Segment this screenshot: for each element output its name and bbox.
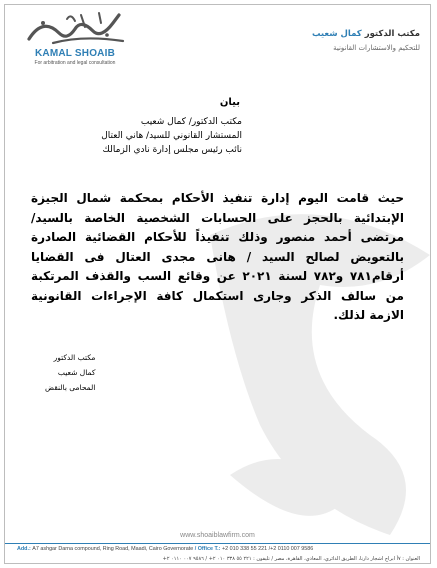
sender-line: نائب رئيس مجلس إدارة نادي الزمالك [102,145,242,155]
footer-address-ar: العنوان : ٧أ ابراج اشجار دارنا، الطريق الدائري، المعادي، القاهرة، مصر / تليفون : ٢٢١ ٥٥ ٣٣٨ ٠١٠ ٢+ / ٩٥٨٦ ٠٠٧ ٠١١٠ ٢+ [162,556,420,562]
website-link[interactable]: www.shoaiblawfirm.com [180,532,255,539]
office-title [312,29,420,39]
footer-divider [5,543,430,544]
signature-line: مكتب الدكتور [53,353,96,362]
signature-line: كمال شعيب [57,368,96,377]
logo-name: KAMAL SHOAIB [35,48,115,59]
office-phone-label: / Office T.: [194,546,221,552]
office-phone-value: +2 010 338 55 221 /+2 0110 007 9586 [221,546,314,552]
sender-block [101,115,242,157]
sender-line: مكتب الدكتور/ كمال شعيب [140,117,242,127]
office-title-prefix: مكتب الدكتور [364,29,420,39]
address-label: Add.: [17,546,31,552]
office-subtitle: للتحكيم والاستشارات القانونية [333,44,420,52]
statement-body: حيث قامت اليوم إدارة تنفيذ الأحكام بمحكمة شمال الجيزة الإبتدائية بالحجز على الحسابات الشخصية الخاصة بالسيد/ مرتضى أحمد منصور وذلك تنفيذاً للأحكام القضائية الصادرة بالتعويض لصالح السيد / هانى مجدى العتال فى القضايا أرقام٧٨١ و٧٨٢ لسنة ٢٠٢١ عن وقائع السب والقذف المرتكبة من سالف الذكر وجارى استكمال كافة الإجراءات القانونية الازمة لذلك. [31,191,405,322]
calligraphy-logo-icon [23,9,133,47]
document-page [4,4,431,564]
sender-line: المستشار القانوني للسيد/ هاني العتال [101,131,242,141]
signature-line: المحامى بالنقض [45,383,96,392]
logo [15,9,135,71]
document-title: بيان [219,97,240,108]
address-value: A7 ashgar Darna compound, Ring Road, Maadi, Cairo Governorate [32,546,194,552]
footer-address-en [17,546,313,552]
office-title-name: كمال شعيب [311,29,362,39]
logo-tagline: For arbitration and legal consultation [34,60,116,66]
signature-block [45,350,95,395]
